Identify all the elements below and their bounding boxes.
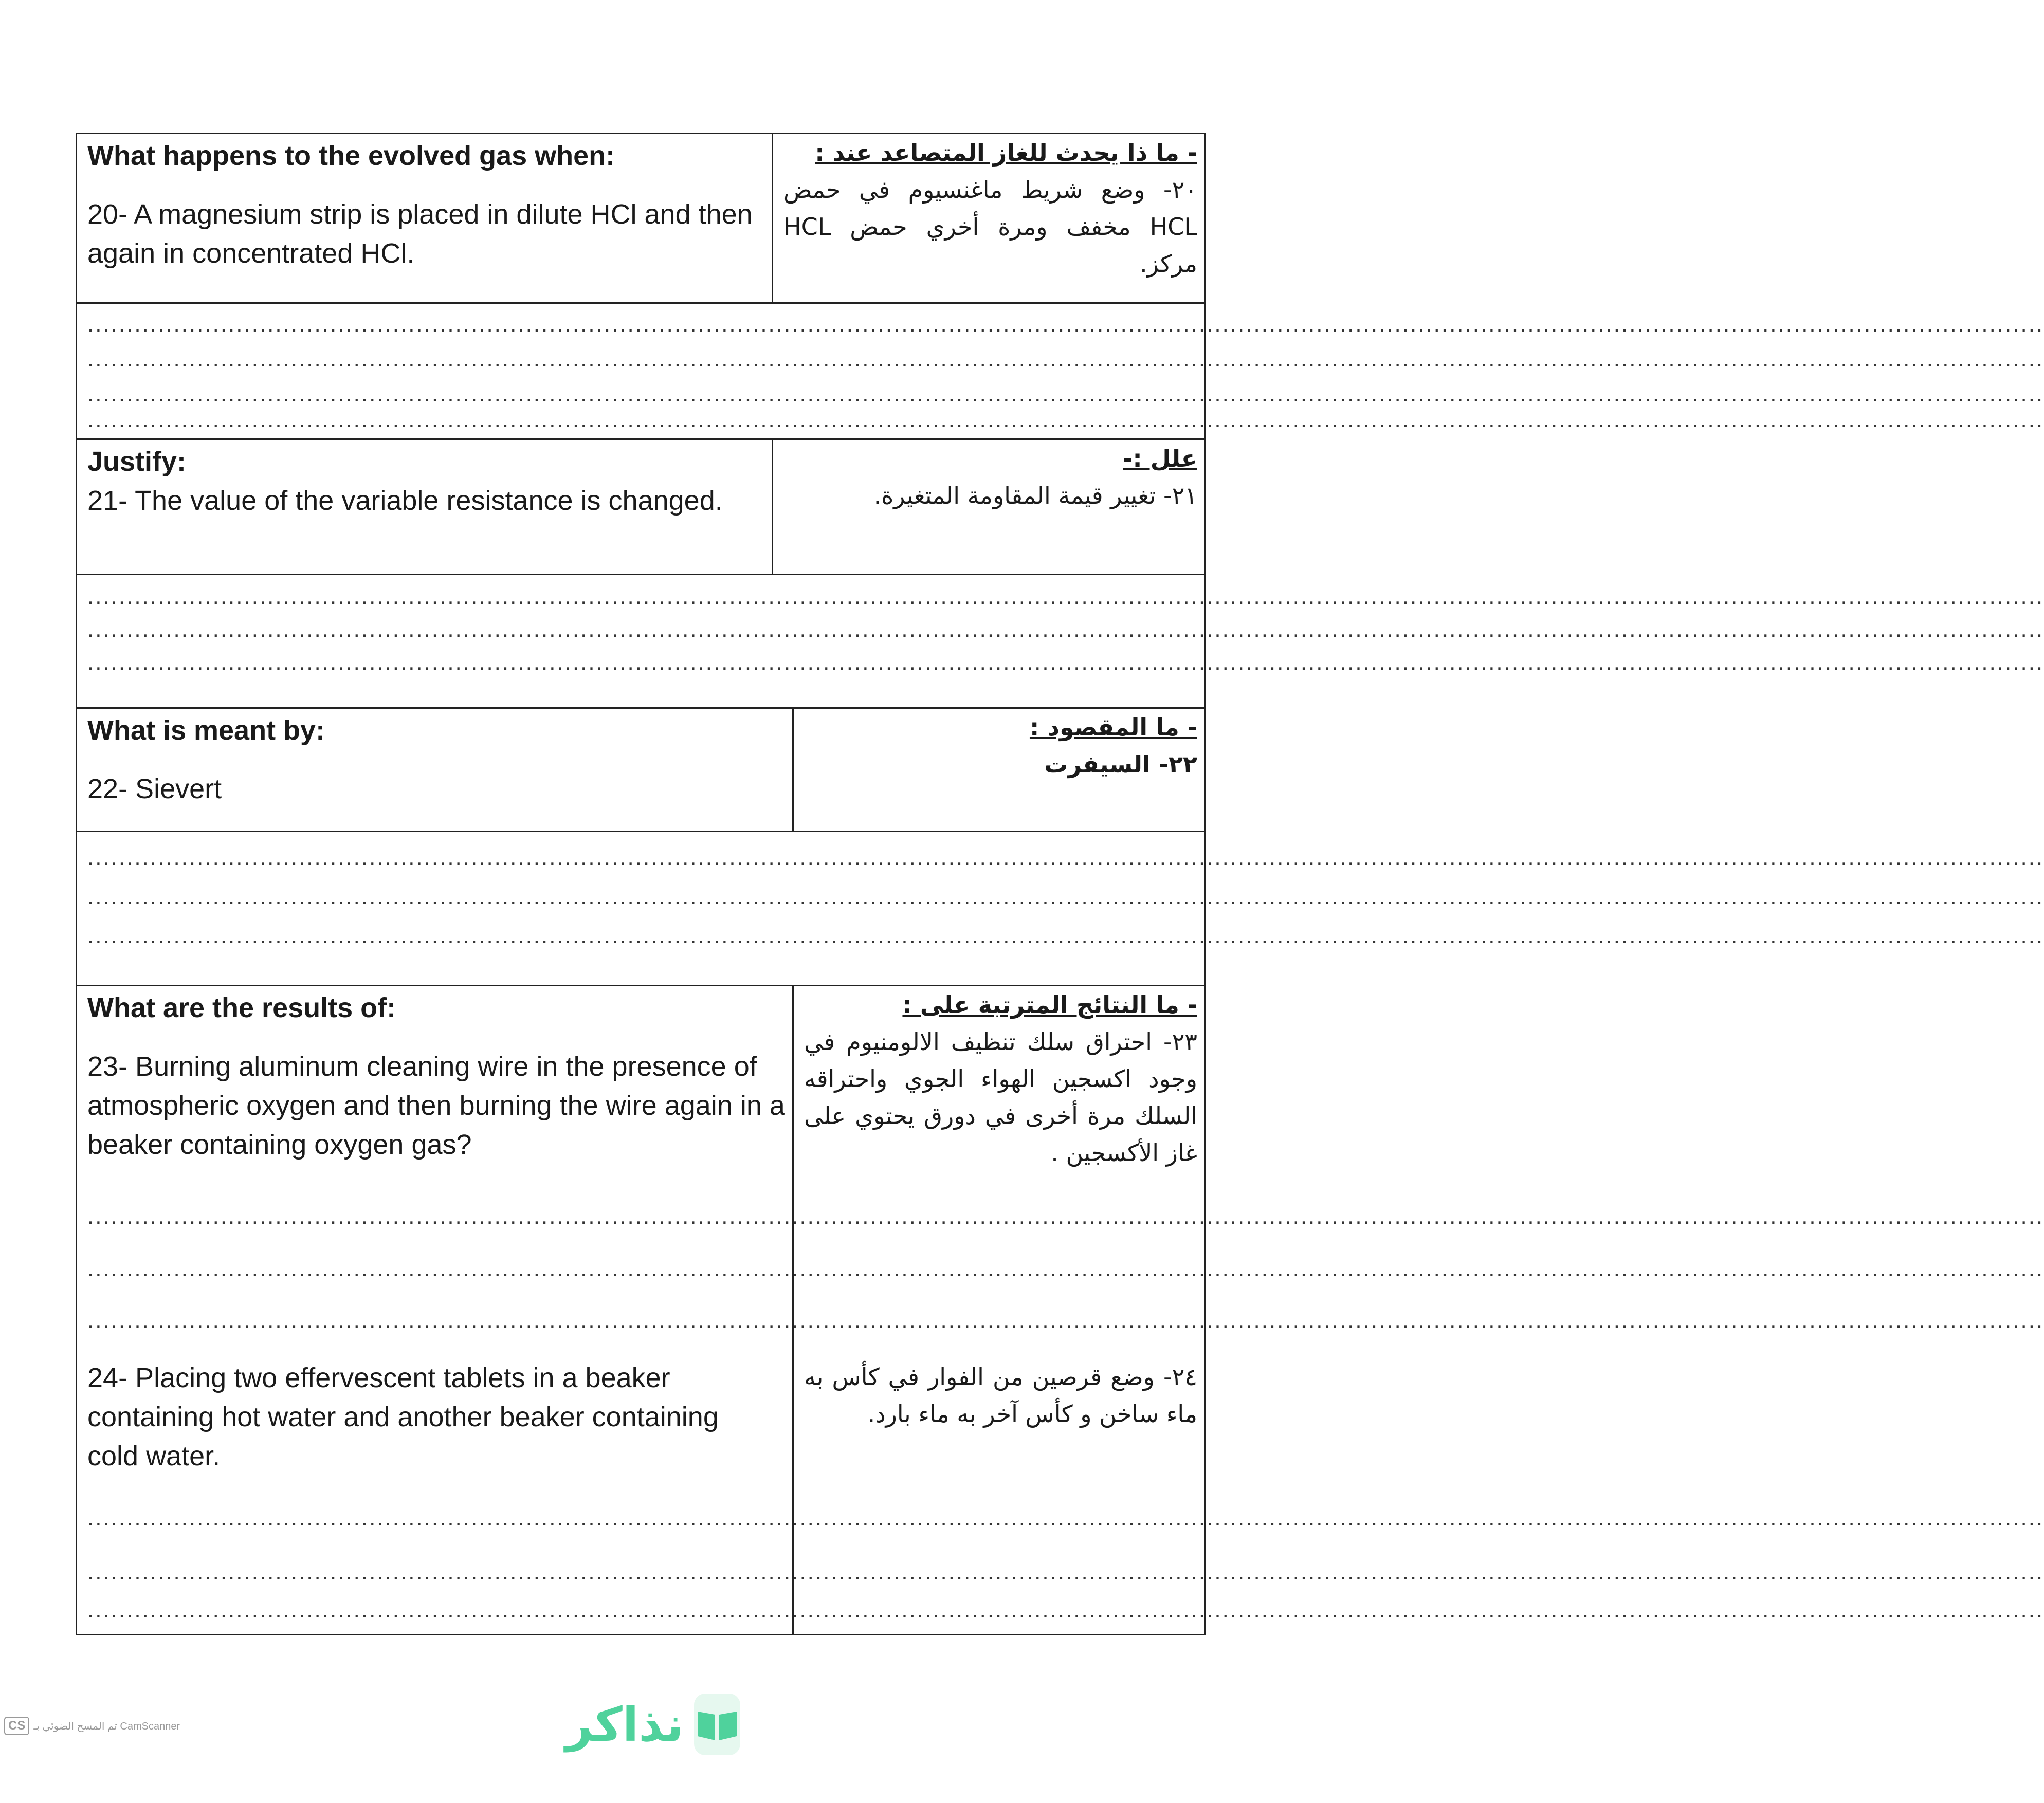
q24-question-ar: ٢٤- وضع قرصين من الفوار في كأس به ماء ساخن و كأس آخر به ماء بارد. — [804, 1363, 1197, 1428]
answer-line: .......................................................................................................................................................................................................................................................... — [87, 407, 2044, 432]
answer-line: .......................................................................................................................................................................................................................................................... — [87, 884, 2044, 909]
answer-line: .......................................................................................................................................................................................................................................................... — [87, 381, 2044, 407]
camscanner-icon: CS — [4, 1717, 29, 1735]
q22-heading: What is meant by: — [87, 715, 325, 746]
q22-english-cell — [77, 709, 795, 831]
q22-row — [77, 709, 1204, 832]
q23-question: 23- Burning aluminum cleaning wire in the presence of atmospheric oxygen and then burning the wire again in a beaker containing oxygen gas? — [87, 1051, 785, 1160]
q21-heading: Justify: — [87, 446, 187, 477]
answer-line: .......................................................................................................................................................................................................................................................... — [87, 617, 2044, 642]
q21-question: 21- The value of the variable resistance is changed. — [87, 485, 723, 516]
answer-line: .......................................................................................................................................................................................................................................................... — [87, 346, 2044, 372]
q23-heading: What are the results of: — [87, 992, 396, 1023]
worksheet-table — [76, 133, 2044, 1635]
q22-answer-area — [77, 832, 2044, 986]
q21-answer-area — [77, 575, 2044, 709]
q21-english-cell — [77, 440, 775, 574]
answer-line: .......................................................................................................................................................................................................................................................... — [87, 1597, 2044, 1623]
answer-line: .......................................................................................................................................................................................................................................................... — [87, 311, 2044, 337]
q21-heading-ar: علل :- — [1123, 445, 1197, 472]
q22-heading-ar: - ما المقصود : — [1029, 713, 1197, 741]
answer-line: .......................................................................................................................................................................................................................................................... — [87, 845, 2044, 870]
q21-question-ar: ٢١- تغيير قيمة المقاومة المتغيرة. — [873, 482, 1197, 509]
q20-question: 20- A magnesium strip is placed in dilute HCl and then again in concentrated HCl. — [87, 199, 753, 269]
answer-line: .......................................................................................................................................................................................................................................................... — [87, 1204, 2044, 1229]
answer-line: .......................................................................................................................................................................................................................................................... — [87, 1559, 2044, 1585]
q20-answer-area — [77, 304, 2044, 440]
answer-line: .......................................................................................................................................................................................................................................................... — [87, 923, 2044, 948]
q24-question: 24- Placing two effervescent tablets in a beaker containing hot water and another beaker containing cold water. — [87, 1363, 719, 1471]
q21-arabic-cell — [772, 440, 1204, 574]
answer-line: .......................................................................................................................................................................................................................................................... — [87, 650, 2044, 675]
open-book-icon — [694, 1694, 740, 1755]
camscanner-watermark — [4, 1717, 180, 1735]
answer-line: .......................................................................................................................................................................................................................................................... — [87, 584, 2044, 609]
q22-question-ar: ٢٢- السيفرت — [1044, 750, 1197, 778]
q20-arabic-cell — [772, 134, 1204, 302]
q23-heading-ar: - ما النتائج المترتبة على : — [902, 991, 1197, 1019]
q22-arabic-cell — [792, 709, 1204, 831]
q22-question: 22- Sievert — [87, 774, 222, 804]
q20-english-cell — [77, 134, 775, 302]
q20-question-ar: ٢٠- وضع شريط ماغنسيوم في حمض HCL مخفف ومرة أخري حمض HCL مركز. — [783, 176, 1197, 278]
q23-q24-row — [77, 986, 2044, 1634]
answer-line: .......................................................................................................................................................................................................................................................... — [87, 1256, 2044, 1281]
q23-q24-arabic-cell — [792, 986, 1204, 1634]
logo-text: نذاكر — [565, 1697, 684, 1752]
answer-line: .......................................................................................................................................................................................................................................................... — [87, 1505, 2044, 1531]
camscanner-text: تم المسح الضوئي بـ CamScanner — [33, 1720, 180, 1732]
nothaker-logo — [565, 1691, 740, 1758]
answer-line: .......................................................................................................................................................................................................................................................... — [87, 1308, 2044, 1333]
q21-row — [77, 440, 1204, 575]
q20-heading-ar: - ما ذا يحدث للغاز المتصاعد عند : — [815, 139, 1197, 167]
q23-question-ar: ٢٣- احتراق سلك تنظيف الالومنيوم في وجود اكسجين الهواء الجوي واحتراقه السلك مرة أخرى في دورق يحتوي على غاز الأكسجين . — [804, 1028, 1197, 1167]
q20-row — [77, 134, 1204, 304]
q20-heading: What happens to the evolved gas when: — [87, 140, 615, 171]
